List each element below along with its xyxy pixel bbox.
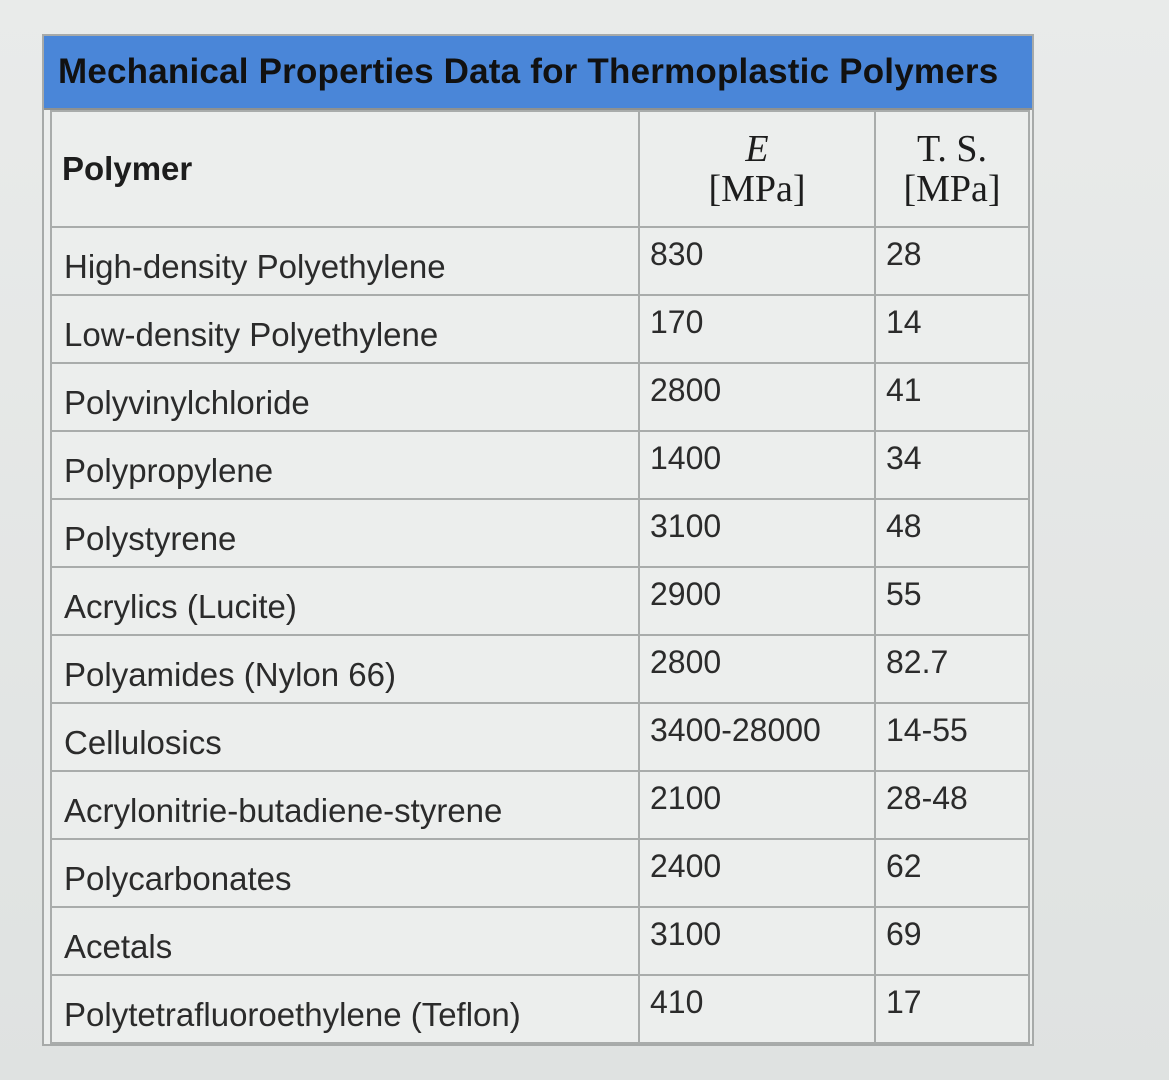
header-polymer: Polymer <box>51 111 639 227</box>
polymer-name-cell <box>51 295 639 363</box>
polymer-name: Polyamides (Nylon 66) <box>64 656 396 693</box>
ts-value: 28-48 <box>875 771 1029 839</box>
ts-value: 14 <box>875 295 1029 363</box>
polymer-name-cell <box>51 635 639 703</box>
ts-value: 69 <box>875 907 1029 975</box>
polymer-name: Acrylonitrie-butadiene-styrene <box>64 792 503 829</box>
polymer-name-cell <box>51 363 639 431</box>
polymer-name-cell <box>51 771 639 839</box>
e-value: 2800 <box>639 635 875 703</box>
table-row <box>51 975 1029 1043</box>
polymer-name-cell <box>51 907 639 975</box>
e-value: 3400-28000 <box>639 703 875 771</box>
table-row <box>51 227 1029 295</box>
e-value: 3100 <box>639 907 875 975</box>
e-value: 1400 <box>639 431 875 499</box>
polymer-name: Cellulosics <box>64 724 222 761</box>
e-value: 2400 <box>639 839 875 907</box>
table-row <box>51 567 1029 635</box>
ts-value: 55 <box>875 567 1029 635</box>
table-row <box>51 431 1029 499</box>
e-value: 2800 <box>639 363 875 431</box>
table-row <box>51 295 1029 363</box>
table-row <box>51 499 1029 567</box>
ts-value: 17 <box>875 975 1029 1043</box>
header-row <box>51 111 1029 227</box>
properties-table <box>42 34 1034 1046</box>
polymer-name-cell <box>51 227 639 295</box>
ts-value: 82.7 <box>875 635 1029 703</box>
table-row <box>51 839 1029 907</box>
header-ts-symbol: T. S. <box>916 128 988 170</box>
table-title: Mechanical Properties Data for Thermoplastic Polymers <box>58 52 999 91</box>
table-row <box>51 635 1029 703</box>
polymer-name-cell <box>51 499 639 567</box>
polymer-name-cell <box>51 703 639 771</box>
e-value: 170 <box>639 295 875 363</box>
polymer-name: High-density Polyethylene <box>64 248 446 285</box>
e-value: 2900 <box>639 567 875 635</box>
ts-value: 14-55 <box>875 703 1029 771</box>
polymer-name-cell <box>51 839 639 907</box>
polymer-name: Polycarbonates <box>64 860 292 897</box>
ts-value: 34 <box>875 431 1029 499</box>
header-ts-unit: [MPa] <box>903 168 1001 210</box>
polymer-name: Polystyrene <box>64 520 237 557</box>
table-row <box>51 907 1029 975</box>
header-e-symbol: E <box>745 128 769 170</box>
table-row <box>51 703 1029 771</box>
e-value: 830 <box>639 227 875 295</box>
table-row <box>51 363 1029 431</box>
header-tensile-strength <box>875 111 1029 227</box>
e-value: 3100 <box>639 499 875 567</box>
ts-value: 62 <box>875 839 1029 907</box>
table-caption <box>44 36 1032 110</box>
data-table <box>50 110 1030 1044</box>
polymer-name: Polyvinylchloride <box>64 384 310 421</box>
header-elastic-modulus <box>639 111 875 227</box>
ts-value: 41 <box>875 363 1029 431</box>
e-value: 410 <box>639 975 875 1043</box>
table-row <box>51 771 1029 839</box>
polymer-name: Low-density Polyethylene <box>64 316 439 353</box>
polymer-name: Polypropylene <box>64 452 274 489</box>
polymer-name: Polytetrafluoroethylene (Teflon) <box>64 996 521 1033</box>
polymer-name-cell <box>51 975 639 1043</box>
polymer-name: Acrylics (Lucite) <box>64 588 297 625</box>
polymer-name-cell <box>51 567 639 635</box>
ts-value: 48 <box>875 499 1029 567</box>
e-value: 2100 <box>639 771 875 839</box>
ts-value: 28 <box>875 227 1029 295</box>
header-e-unit: [MPa] <box>708 168 806 210</box>
polymer-name-cell <box>51 431 639 499</box>
polymer-name: Acetals <box>64 928 173 965</box>
